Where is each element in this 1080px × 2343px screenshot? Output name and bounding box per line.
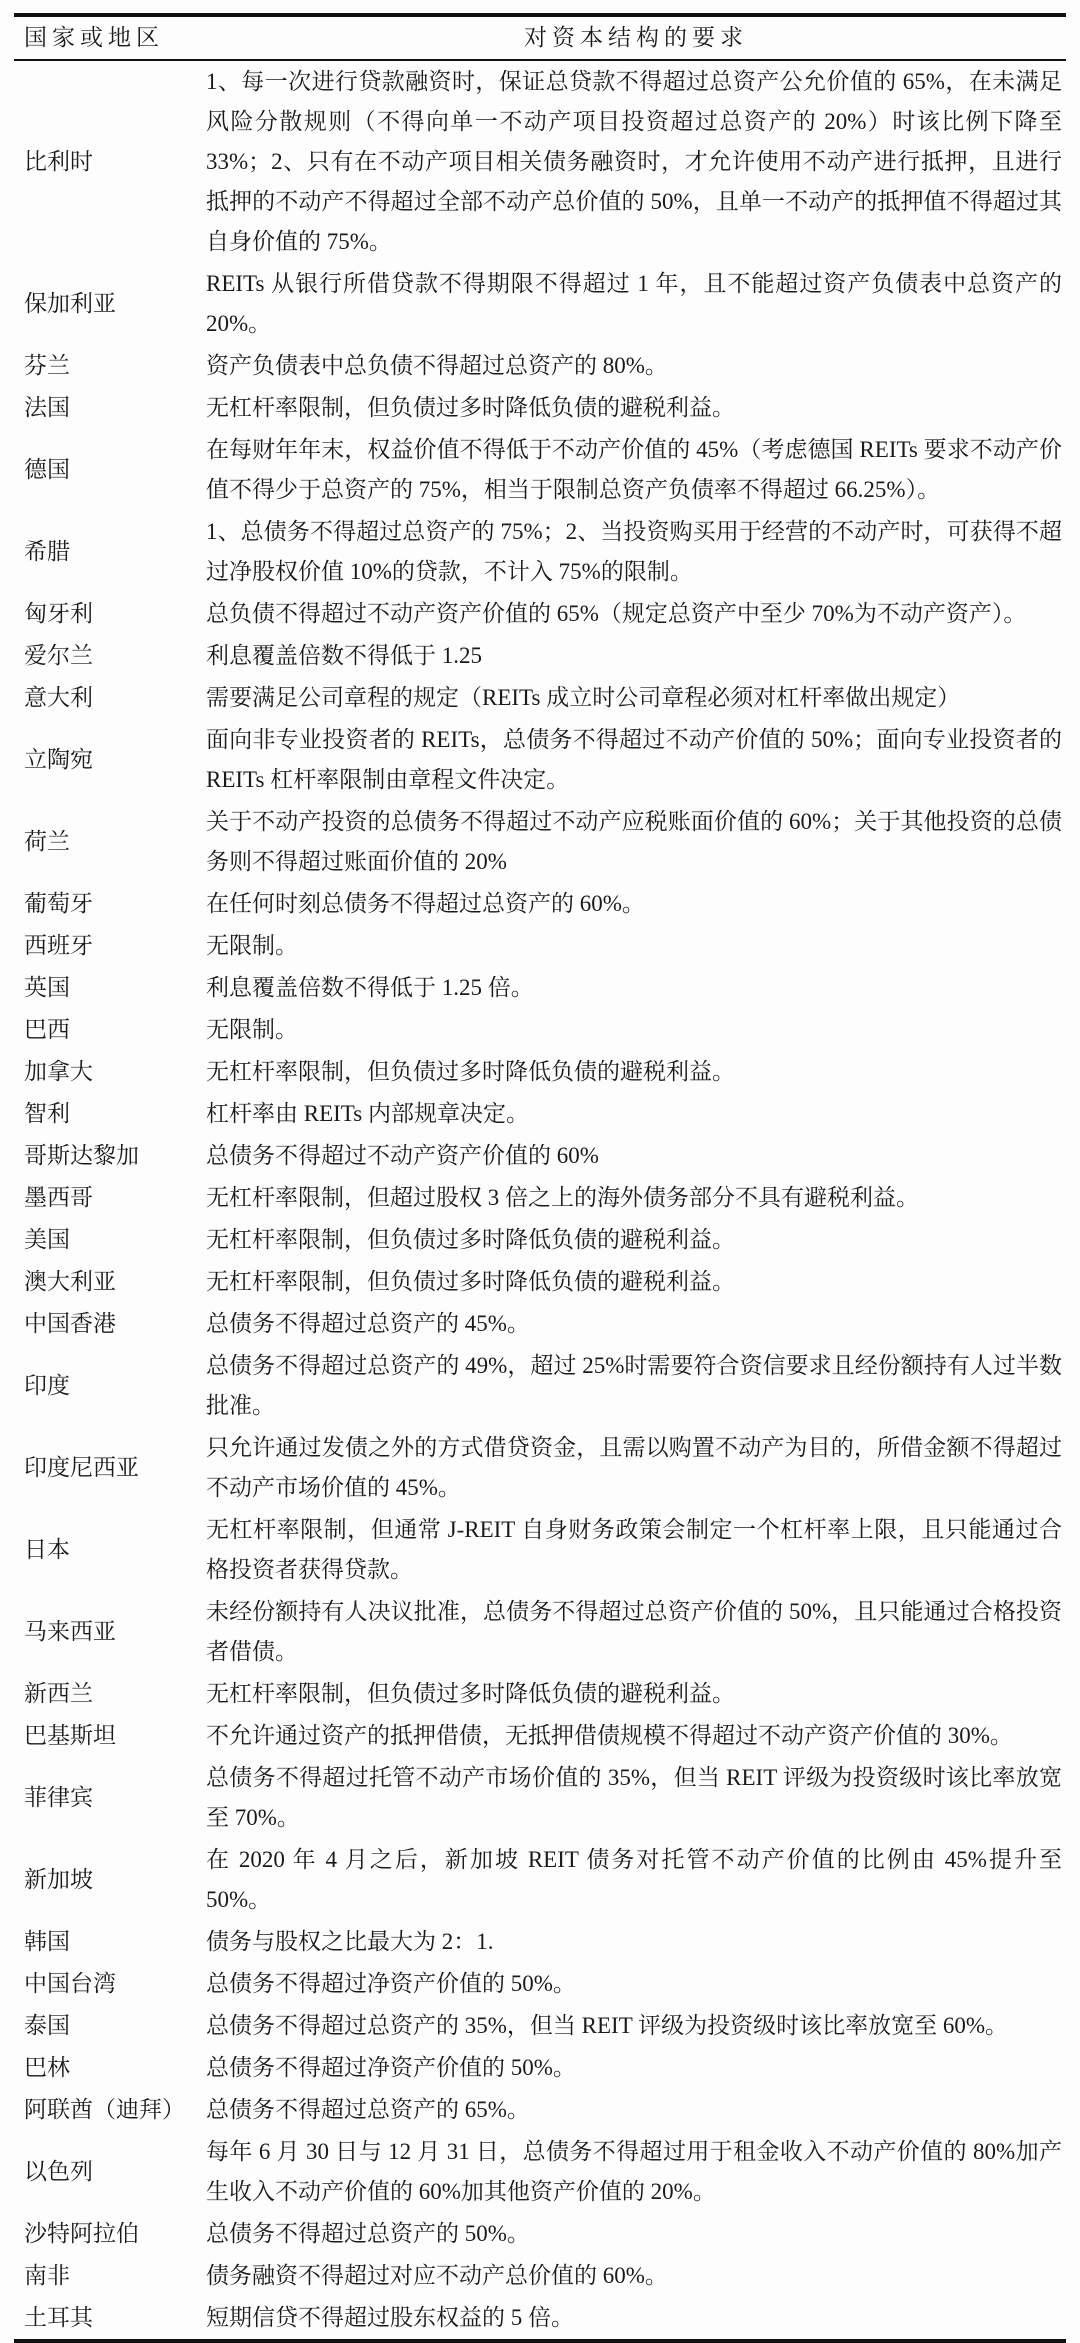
requirement-cell: 总债务不得超过托管不动产市场价值的 35%，但当 REIT 评级为投资级时该比率放宽至 70%。 xyxy=(206,1765,1062,1830)
country-cell: 墨西哥 xyxy=(24,1185,93,1210)
table-row xyxy=(14,2297,1066,2341)
requirement-cell: 无限制。 xyxy=(206,1017,298,1042)
header-row xyxy=(14,15,1066,60)
requirement-cell: 无杠杆率限制，但通常 J-REIT 自身财务政策会制定一个杠杆率上限，且只能通过合格投资者获得贷款。 xyxy=(206,1517,1062,1582)
country-cell: 沙特阿拉伯 xyxy=(24,2221,139,2246)
requirement-cell: 无杠杆率限制，但负债过多时降低负债的避税利益。 xyxy=(206,1227,735,1252)
requirement-cell: 利息覆盖倍数不得低于 1.25 xyxy=(206,643,482,668)
requirement-cell: 债务与股权之比最大为 2：1. xyxy=(206,1929,494,1954)
requirement-cell: 无杠杆率限制，但负债过多时降低负债的避税利益。 xyxy=(206,1269,735,1294)
country-cell: 英国 xyxy=(24,975,70,1000)
requirement-cell: 只允许通过发债之外的方式借贷资金，且需以购置不动产为目的，所借金额不得超过不动产市场价值的 45%。 xyxy=(206,1435,1062,1500)
table-row xyxy=(14,1757,1066,1839)
country-cell: 新加坡 xyxy=(24,1867,93,1892)
table-row xyxy=(14,635,1066,677)
requirement-cell: REITs 从银行所借贷款不得期限不得超过 1 年，且不能超过资产负债表中总资产的 20%。 xyxy=(206,271,1062,336)
table-row xyxy=(14,2089,1066,2131)
requirement-cell: 资产负债表中总负债不得超过总资产的 80%。 xyxy=(206,353,668,378)
requirement-cell: 总债务不得超过净资产价值的 50%。 xyxy=(206,1971,576,1996)
table-row xyxy=(14,511,1066,593)
table-row xyxy=(14,925,1066,967)
requirement-cell: 无杠杆率限制，但负债过多时降低负债的避税利益。 xyxy=(206,1681,735,1706)
requirement-cell: 未经份额持有人决议批准，总债务不得超过总资产价值的 50%，且只能通过合格投资者借债。 xyxy=(206,1599,1062,1664)
requirement-cell: 利息覆盖倍数不得低于 1.25 倍。 xyxy=(206,975,534,1000)
table-row xyxy=(14,719,1066,801)
requirement-cell: 总债务不得超过净资产价值的 50%。 xyxy=(206,2055,576,2080)
country-cell: 澳大利亚 xyxy=(24,1269,116,1294)
country-cell: 南非 xyxy=(24,2263,70,2288)
table-row xyxy=(14,1715,1066,1757)
country-cell: 巴基斯坦 xyxy=(24,1723,116,1748)
requirement-cell: 总债务不得超过总资产的 50%。 xyxy=(206,2221,530,2246)
table-body xyxy=(14,60,1066,2341)
table-row xyxy=(14,1673,1066,1715)
country-cell: 立陶宛 xyxy=(24,747,93,772)
table-row xyxy=(14,429,1066,511)
requirement-cell: 总债务不得超过总资产的 49%，超过 25%时需要符合资信要求且经份额持有人过半数批准。 xyxy=(206,1353,1062,1418)
country-cell: 泰国 xyxy=(24,2013,70,2038)
table-row xyxy=(14,1093,1066,1135)
capital-structure-table xyxy=(14,13,1066,2343)
country-cell: 印度尼西亚 xyxy=(24,1455,139,1480)
country-cell: 巴林 xyxy=(24,2055,70,2080)
country-cell: 印度 xyxy=(24,1373,70,1398)
requirement-cell: 无限制。 xyxy=(206,933,298,958)
table-row xyxy=(14,967,1066,1009)
table-row xyxy=(14,1303,1066,1345)
requirement-cell: 无杠杆率限制，但负债过多时降低负债的避税利益。 xyxy=(206,395,735,420)
table-row xyxy=(14,1177,1066,1219)
requirement-cell: 1、每一次进行贷款融资时，保证总贷款不得超过总资产公允价值的 65%，在未满足风险分散规则（不得向单一不动产项目投资超过总资产的 20%）时该比例下降至 33%；2、只有在不动产项目相关债务融资时，才允许使用不动产进行抵押，且进行抵押的不动产不得超过全部不动产总价值的 50%，且单一不动产的抵押值不得超过其自身价值的 75%。 xyxy=(206,69,1062,254)
table-row xyxy=(14,387,1066,429)
table-row xyxy=(14,1051,1066,1093)
country-cell: 新西兰 xyxy=(24,1681,93,1706)
table-row xyxy=(14,2005,1066,2047)
requirement-cell: 总债务不得超过总资产的 65%。 xyxy=(206,2097,530,2122)
country-cell: 意大利 xyxy=(24,685,93,710)
table-row xyxy=(14,677,1066,719)
requirement-cell: 面向非专业投资者的 REITs，总债务不得超过不动产价值的 50%；面向专业投资者的 REITs 杠杆率限制由章程文件决定。 xyxy=(206,727,1062,792)
requirement-cell: 1、总债务不得超过总资产的 75%；2、当投资购买用于经营的不动产时，可获得不超过净股权价值 10%的贷款，不计入 75%的限制。 xyxy=(206,519,1062,584)
requirement-cell: 每年 6 月 30 日与 12 月 31 日，总债务不得超过用于租金收入不动产价值的 80%加产生收入不动产价值的 60%加其他资产价值的 20%。 xyxy=(206,2139,1062,2204)
country-cell: 以色列 xyxy=(24,2159,93,2184)
table-row xyxy=(14,1509,1066,1591)
country-cell: 芬兰 xyxy=(24,353,70,378)
country-cell: 比利时 xyxy=(24,149,93,174)
table-row xyxy=(14,883,1066,925)
country-cell: 土耳其 xyxy=(24,2305,93,2330)
requirement-cell: 债务融资不得超过对应不动产总价值的 60%。 xyxy=(206,2263,668,2288)
header-country-region: 国家或地区 xyxy=(14,15,206,60)
table-row xyxy=(14,2131,1066,2213)
requirement-cell: 无杠杆率限制，但负债过多时降低负债的避税利益。 xyxy=(206,1059,735,1084)
table-row xyxy=(14,593,1066,635)
country-cell: 希腊 xyxy=(24,539,70,564)
table-row xyxy=(14,2213,1066,2255)
country-cell: 韩国 xyxy=(24,1929,70,1954)
country-cell: 阿联酋（迪拜） xyxy=(24,2097,185,2122)
requirement-cell: 在 2020 年 4 月之后，新加坡 REIT 债务对托管不动产价值的比例由 45%提升至 50%。 xyxy=(206,1847,1062,1912)
country-cell: 巴西 xyxy=(24,1017,70,1042)
requirement-cell: 总债务不得超过不动产资产价值的 60% xyxy=(206,1143,599,1168)
requirement-cell: 不允许通过资产的抵押借债，无抵押借债规模不得超过不动产资产价值的 30%。 xyxy=(206,1723,1013,1748)
table-row xyxy=(14,1261,1066,1303)
table-row xyxy=(14,1839,1066,1921)
table-row xyxy=(14,1009,1066,1051)
country-cell: 中国香港 xyxy=(24,1311,116,1336)
table-row xyxy=(14,1345,1066,1427)
table-row xyxy=(14,60,1066,263)
table-row xyxy=(14,1921,1066,1963)
country-cell: 马来西亚 xyxy=(24,1619,116,1644)
table-row xyxy=(14,2047,1066,2089)
country-cell: 荷兰 xyxy=(24,829,70,854)
country-cell: 美国 xyxy=(24,1227,70,1252)
table-row xyxy=(14,1427,1066,1509)
table-row xyxy=(14,1219,1066,1261)
table-row xyxy=(14,345,1066,387)
country-cell: 保加利亚 xyxy=(24,291,116,316)
table-header xyxy=(14,15,1066,60)
requirement-cell: 关于不动产投资的总债务不得超过不动产应税账面价值的 60%；关于其他投资的总债务则不得超过账面价值的 20% xyxy=(206,809,1062,874)
country-cell: 加拿大 xyxy=(24,1059,93,1084)
table-row xyxy=(14,1963,1066,2005)
requirement-cell: 总债务不得超过总资产的 35%，但当 REIT 评级为投资级时该比率放宽至 60%。 xyxy=(206,2013,1009,2038)
table-row xyxy=(14,801,1066,883)
requirement-cell: 总负债不得超过不动产资产价值的 65%（规定总资产中至少 70%为不动产资产）。 xyxy=(206,601,1027,626)
requirement-cell: 杠杆率由 REITs 内部规章决定。 xyxy=(206,1101,529,1126)
country-cell: 法国 xyxy=(24,395,70,420)
country-cell: 中国台湾 xyxy=(24,1971,116,1996)
requirement-cell: 在任何时刻总债务不得超过总资产的 60%。 xyxy=(206,891,645,916)
requirement-cell: 总债务不得超过总资产的 45%。 xyxy=(206,1311,530,1336)
country-cell: 菲律宾 xyxy=(24,1785,93,1810)
requirement-cell: 无杠杆率限制，但超过股权 3 倍之上的海外债务部分不具有避税利益。 xyxy=(206,1185,919,1210)
table-row xyxy=(14,2255,1066,2297)
requirement-cell: 需要满足公司章程的规定（REITs 成立时公司章程必须对杠杆率做出规定） xyxy=(206,685,961,710)
country-cell: 智利 xyxy=(24,1101,70,1126)
country-cell: 德国 xyxy=(24,457,70,482)
requirement-cell: 在每财年年末，权益价值不得低于不动产价值的 45%（考虑德国 REITs 要求不动产价值不得少于总资产的 75%，相当于限制总资产负债率不得超过 66.25%）。 xyxy=(206,437,1062,502)
country-cell: 匈牙利 xyxy=(24,601,93,626)
country-cell: 爱尔兰 xyxy=(24,643,93,668)
country-cell: 西班牙 xyxy=(24,933,93,958)
table-row xyxy=(14,263,1066,345)
country-cell: 日本 xyxy=(24,1537,70,1562)
country-cell: 哥斯达黎加 xyxy=(24,1143,139,1168)
header-capital-structure-requirement: 对资本结构的要求 xyxy=(206,15,1066,60)
requirement-cell: 短期信贷不得超过股东权益的 5 倍。 xyxy=(206,2305,574,2330)
country-cell: 葡萄牙 xyxy=(24,891,93,916)
table-row xyxy=(14,1591,1066,1673)
table-row xyxy=(14,1135,1066,1177)
